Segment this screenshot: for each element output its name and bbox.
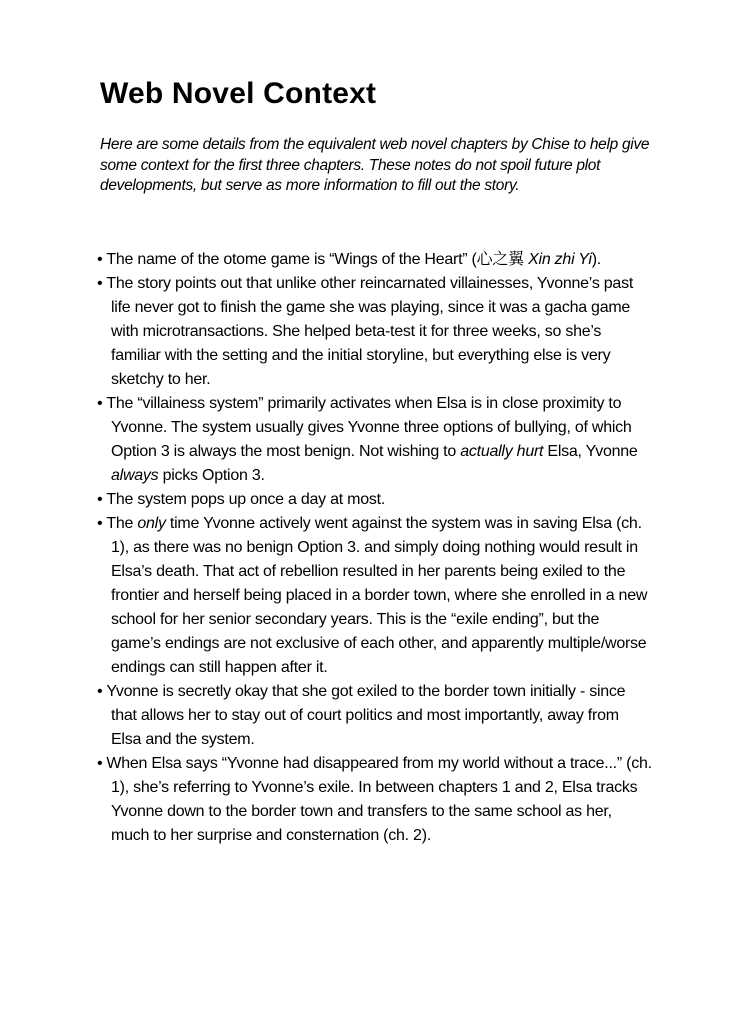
bullet-list (97, 248, 653, 848)
text-run: always (111, 466, 159, 484)
bullet-item (97, 680, 653, 752)
bullet-item (97, 272, 653, 392)
text-run: ). (591, 250, 601, 268)
text-run: Elsa, Yvonne (543, 442, 638, 460)
bullet-marker: • (97, 250, 103, 268)
bullet-item (97, 488, 653, 512)
bullet-item (97, 392, 653, 488)
page-title: Web Novel Context (100, 77, 377, 110)
text-run: picks Option 3. (158, 466, 265, 484)
text-run: The name of the otome game is “Wings of the Heart” (心之翼 (106, 250, 529, 268)
bullet-item (97, 248, 653, 272)
bullet-marker: • (97, 514, 103, 532)
intro-paragraph: Here are some details from the equivalent web novel chapters by Chise to help give some context for the first three chapters. These notes do not spoil future plot developments, but serve as more information to fill out the story. (100, 136, 650, 194)
bullet-marker: • (97, 682, 103, 700)
text-run: time Yvonne actively went against the system was in saving Elsa (ch. 1), as there was no benign Option 3. and simply doing nothing would result in Elsa’s death. That act of rebellion resulted in her parents being exiled to the frontier and herself being placed in a border town, where she enrolled in a new school for her senior secondary years. This is the “exile ending”, but the game’s endings are not exclusive of each other, and apparently multiple/worse endings can still happen after it. (111, 514, 648, 676)
text-run: The (106, 514, 138, 532)
text-run: actually hurt (460, 442, 544, 460)
bullet-item (97, 752, 653, 848)
bullet-marker: • (97, 394, 103, 412)
text-run: only (137, 514, 166, 532)
bullet-marker: • (97, 274, 103, 292)
text-run: Yvonne is secretly okay that she got exiled to the border town initially - since that allows her to stay out of court politics and most importantly, away from Elsa and the system. (106, 682, 626, 748)
text-run: The “villainess system” primarily activates when Elsa is in close proximity to Yvonne. The system usually gives Yvonne three options of bullying, of which Option 3 is always the most benign. Not wishing to (106, 394, 632, 460)
text-run: When Elsa says “Yvonne had disappeared from my world without a trace...” (ch. 1), she’s referring to Yvonne’s exile. In between chapters 1 and 2, Elsa tracks Yvonne down to the border town and transfers to the same school as her, much to her surprise and consternation (ch. 2). (106, 754, 652, 844)
bullet-item (97, 512, 653, 680)
text-run: Xin zhi Yi (528, 250, 592, 268)
bullet-marker: • (97, 754, 103, 772)
text-run: The system pops up once a day at most. (106, 490, 386, 508)
text-run: The story points out that unlike other reincarnated villainesses, Yvonne’s past life never got to finish the game she was playing, since it was a gacha game with microtransactions. She helped beta-test it for three weeks, so she’s familiar with the setting and the initial storyline, but everything else is very sketchy to her. (106, 274, 634, 388)
bullet-marker: • (97, 490, 103, 508)
